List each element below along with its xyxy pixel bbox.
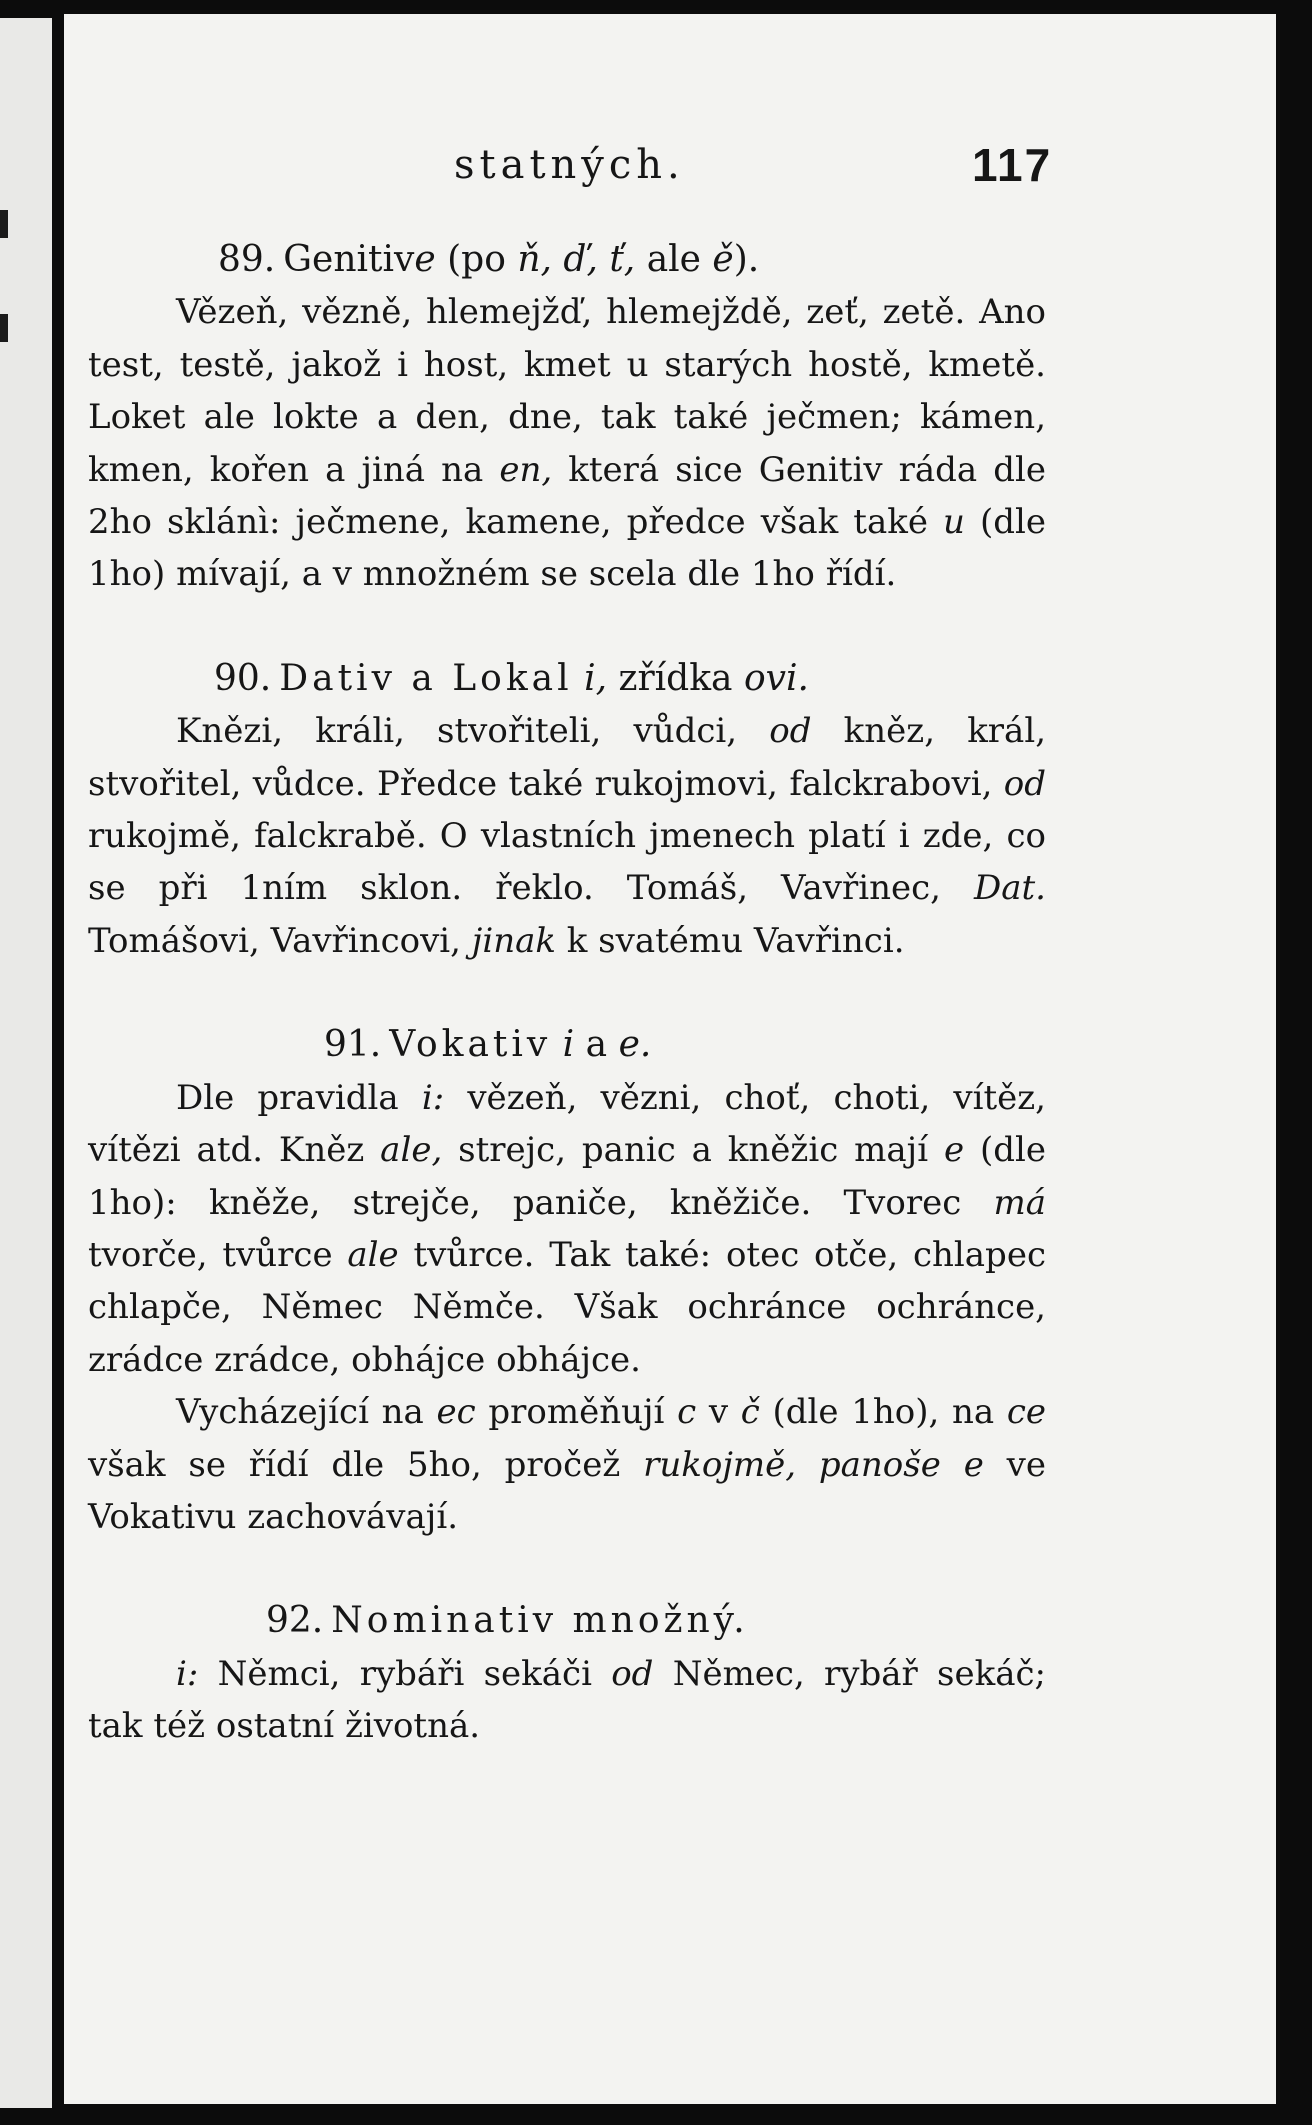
italic-run: rukojmě, panoše e <box>643 1444 984 1485</box>
text-run: tvůrce. Tak také: otec otče, chlapec chlapče, Němec Němče. Však ochránce ochránce, zrádce zrádce, obhájce obhájce. <box>88 1234 1046 1380</box>
text-run: v <box>696 1392 741 1433</box>
section-90 <box>88 653 1046 967</box>
italic-run: ovi. <box>743 657 809 699</box>
paragraph <box>88 705 1046 967</box>
section-title: Nominativ množný. <box>331 1600 749 1642</box>
section-gap <box>88 1543 1046 1595</box>
italic-run: i: <box>176 1653 199 1694</box>
italic-run: i <box>551 1024 575 1066</box>
text-run: Dle pravidla <box>176 1077 422 1118</box>
section-heading <box>88 234 1046 286</box>
section-title: Vokativ <box>389 1024 552 1066</box>
italic-run: ce <box>1006 1392 1046 1433</box>
italic-run: od <box>769 711 812 752</box>
italic-run: ale, <box>380 1130 443 1171</box>
section-89 <box>88 234 1046 601</box>
running-title: statných. <box>454 142 685 188</box>
text-run: proměňují <box>475 1392 678 1433</box>
italic-run: od <box>1003 763 1046 804</box>
section-heading <box>88 1019 1046 1071</box>
section-gap <box>88 601 1046 653</box>
gutter-mark <box>0 314 8 342</box>
text-run: k svatému Vavřinci. <box>555 920 905 961</box>
section-title: Dativ a Lokal <box>279 657 573 699</box>
text-run: kněz, král, stvořitel, vůdce. Předce také rukojmovi, falckrabovi, <box>88 711 1047 804</box>
text-run: však se řídí dle 5ho, pročež <box>88 1444 644 1485</box>
italic-run: ň, ď, ť, <box>517 239 636 280</box>
text-run: strejc, panic a kněžic mají <box>442 1130 944 1171</box>
section-gap <box>88 967 1046 1019</box>
text-run: Vycházející na <box>176 1392 437 1433</box>
italic-run: i: <box>421 1077 445 1118</box>
text-run: (dle 1ho) mívají, a v množném se scela dle 1ho řídí. <box>88 502 1046 595</box>
text-run: ). <box>733 239 760 280</box>
section-91 <box>88 1019 1046 1543</box>
italic-run: č <box>740 1392 760 1433</box>
italic-run: Dat. <box>973 868 1046 909</box>
gutter-mark <box>0 210 8 238</box>
italic-run: e <box>943 1130 965 1171</box>
section-number: 89. <box>218 239 276 280</box>
text-run: (dle 1ho), na <box>759 1392 1007 1433</box>
page-header <box>64 139 1276 212</box>
text-run: Němec, rybář sekáč; tak též ostatní životná. <box>88 1653 1046 1747</box>
text-run: tvorče, tvůrce <box>88 1234 348 1275</box>
italic-run: e <box>414 239 436 280</box>
text-run: Němci, rybáři sekáči <box>198 1653 612 1694</box>
paragraph <box>88 286 1046 600</box>
italic-run: od <box>611 1653 654 1694</box>
section-number: 92. <box>266 1600 324 1642</box>
italic-run: má <box>993 1182 1046 1223</box>
text-run: Tomášovi, Vavřincovi, <box>88 920 472 961</box>
section-number: 91. <box>324 1024 382 1066</box>
italic-run: ale <box>347 1234 399 1275</box>
text-run: Vězeň, vězně, hlemejžď, hlemejždě, zeť, zetě. Ano test, testě, jakož i host, kmet u starých hostě, kmetě. Loket ale lokte a den, dne, tak také ječmen; kámen, kmen, kořen a jiná na <box>88 292 1046 490</box>
text-run: vězeň, vězni, choť, choti, vítěz, vítězi atd. Kněz <box>88 1077 1046 1171</box>
section-number: 90. <box>214 657 272 699</box>
paragraph <box>88 1386 1046 1543</box>
text-run: a <box>574 1024 619 1066</box>
section-heading <box>88 1595 1046 1647</box>
paragraph <box>88 1648 1046 1753</box>
text-run: (po <box>435 239 518 280</box>
previous-page-edge <box>0 18 52 2108</box>
text-run: ve Vokativu zachovávají. <box>88 1444 1047 1537</box>
section-title: Genitiv <box>283 239 415 280</box>
italic-run: c <box>677 1392 697 1433</box>
text-run: ale <box>635 239 713 280</box>
text-run: zřídka <box>607 657 744 699</box>
italic-run: ec <box>436 1392 476 1433</box>
section-92 <box>88 1595 1046 1752</box>
book-page <box>64 14 1276 2104</box>
italic-run: jinak <box>471 920 556 961</box>
text-run: rukojmě, falckrabě. O vlastních jmenech platí i zde, co se při 1ním sklon. řeklo. Tomáš, Vavřinec, <box>88 816 1046 909</box>
italic-run: en, <box>499 449 553 490</box>
text-run: která sice Genitiv ráda dle 2ho sklánì: ječmene, kamene, předce však také <box>88 449 1046 543</box>
italic-run: ě <box>712 239 734 280</box>
italic-run: i, <box>572 657 608 699</box>
italic-run: u <box>943 502 965 543</box>
text-run: (dle 1ho): kněže, strejče, paniče, kněžiče. Tvorec <box>88 1130 1047 1223</box>
paragraph <box>88 1072 1046 1386</box>
text-run: Knězi, králi, stvořiteli, vůdci, <box>176 711 770 752</box>
page-body <box>88 234 1046 1753</box>
section-heading <box>88 653 1046 705</box>
italic-run: e. <box>618 1024 652 1066</box>
page-number: 117 <box>972 139 1053 191</box>
